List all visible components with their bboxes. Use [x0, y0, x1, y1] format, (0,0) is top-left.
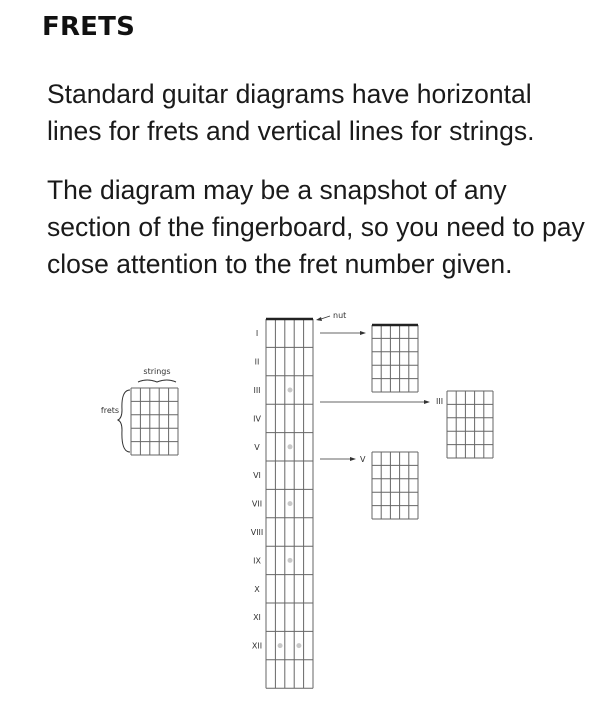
- paragraph-fret-number: The diagram may be a snapshot of any section of the fingerboard, so you need to pay close attention to the fret number given.: [47, 175, 585, 279]
- fret-marker-dot: [288, 444, 293, 449]
- fret-numeral: VIII: [250, 528, 264, 537]
- nut-arrowhead: [316, 317, 322, 321]
- fret-numeral: IV: [253, 414, 261, 424]
- strings-label: strings: [143, 367, 171, 376]
- fret-numeral: II: [254, 357, 260, 367]
- strings-brace: [138, 380, 176, 382]
- small-chord-box: [101, 367, 178, 455]
- fret-marker-dot: [296, 643, 301, 648]
- frets-label: frets: [100, 406, 120, 415]
- arrow-to-fifth-fret-snapshot: [320, 457, 356, 461]
- arrow-to-nut-snapshot: [320, 331, 366, 335]
- fret-marker-dot: [288, 558, 293, 563]
- fret-numeral: VII: [251, 499, 263, 509]
- arrow-to-third-fret-snapshot: [320, 400, 430, 404]
- fret-numeral: V: [254, 442, 260, 452]
- fret-numeral: IX: [253, 556, 261, 566]
- fifth-fret-snapshot-box: [360, 452, 418, 519]
- frets-brace: [118, 390, 130, 452]
- fret-marker-dot: [278, 643, 283, 648]
- fret-marker-dot: [288, 388, 293, 393]
- fret-numeral: VI: [253, 471, 261, 481]
- fret-numeral: I: [255, 329, 259, 339]
- third-fret-snapshot-box: [436, 391, 493, 458]
- nut-snapshot-box: [372, 325, 418, 392]
- nut-label: nut: [333, 311, 347, 320]
- page-title: FRETS: [42, 12, 136, 42]
- paragraph-frets-strings: Standard guitar diagrams have horizontal lines for frets and vertical lines for strings.: [47, 79, 535, 146]
- long-fretboard: [251, 319, 313, 688]
- fret-numeral: III: [253, 386, 261, 395]
- fifth-fret-snapshot-label: V: [360, 455, 366, 464]
- fret-numeral: X: [254, 584, 260, 594]
- fret-numeral: XII: [251, 641, 263, 651]
- third-fret-snapshot-label: III: [436, 397, 444, 406]
- fret-diagram: [0, 300, 600, 710]
- fret-numeral: XI: [253, 613, 261, 623]
- fret-marker-dot: [288, 501, 293, 506]
